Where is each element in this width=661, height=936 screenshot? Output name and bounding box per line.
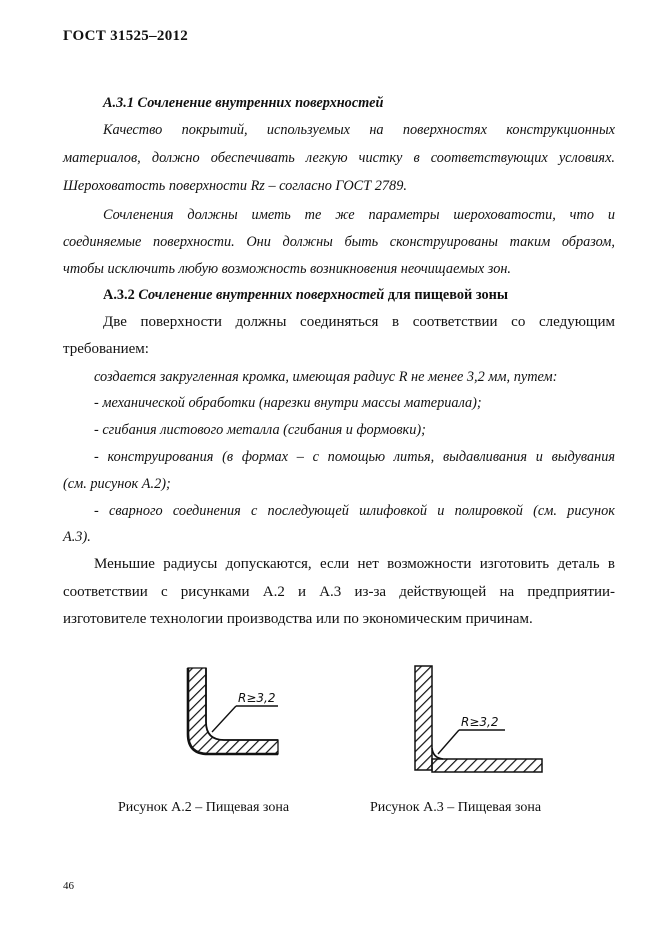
figure-a3-welded-corner [405, 662, 555, 782]
paragraph-line: требованием: [63, 341, 149, 357]
paragraph-line: изготовителе технологии производства или по экономическим причинам. [63, 611, 533, 627]
section-number: А.3.2 [103, 287, 139, 303]
figure-a2-radius-label: R≥3,2 [238, 691, 276, 705]
list-intro: создается закругленная кромка, имеющая радиус R не менее 3,2 мм, путем: [94, 369, 558, 385]
list-item: - сгибания листового металла (сгибания и формовки); [94, 422, 426, 438]
section-heading-a31: А.3.1 Сочленение внутренних поверхностей [103, 95, 384, 111]
paragraph-line: Две поверхности должны соединяться в соответствии со следующим [103, 314, 615, 330]
document-code: ГОСТ 31525–2012 [63, 28, 189, 44]
figure-a2-rounded-corner [180, 660, 290, 770]
figure-a3-caption: Рисунок А.3 – Пищевая зона [370, 800, 542, 815]
section-heading-a32 [103, 288, 508, 302]
page-number: 46 [63, 880, 74, 892]
list-item-cont: (см. рисунок А.2); [63, 476, 171, 492]
paragraph-line: соответствии с рисунками А.2 и А.3 из-за действующей на предприятии- [63, 584, 615, 600]
paragraph-line: Шероховатость поверхности Rz – согласно ГОСТ 2789. [63, 178, 407, 194]
section-title-italic: Сочленение внутренних поверхностей [138, 287, 385, 303]
figure-a2-caption: Рисунок А.2 – Пищевая зона [118, 800, 290, 815]
paragraph-line: соединяемые поверхности. Они должны быть сконструированы таким образом, [63, 234, 615, 250]
list-item-cont: А.3). [63, 529, 91, 545]
paragraph-line: Сочленения должны иметь те же параметры шероховатости, что и [103, 207, 615, 223]
paragraph-line: Качество покрытий, используемых на поверхностях конструкционных [103, 122, 615, 138]
paragraph-line: чтобы исключить любую возможность возникновения неочищаемых зон. [63, 261, 512, 277]
paragraph-line: материалов, должно обеспечивать легкую чистку в соответствующих условиях. [63, 150, 615, 166]
list-item: - сварного соединения с последующей шлифовкой и полировкой (см. рисунок [94, 503, 615, 519]
list-item: - механической обработки (нарезки внутри массы материала); [94, 395, 482, 411]
list-item: - конструирования (в формах – с помощью литья, выдавливания и выдувания [94, 449, 615, 465]
paragraph-line: Меньшие радиусы допускаются, если нет возможности изготовить деталь в [94, 556, 615, 572]
figure-a3-radius-label: R≥3,2 [461, 715, 499, 729]
section-title-rest: для пищевой зоны [384, 287, 509, 303]
